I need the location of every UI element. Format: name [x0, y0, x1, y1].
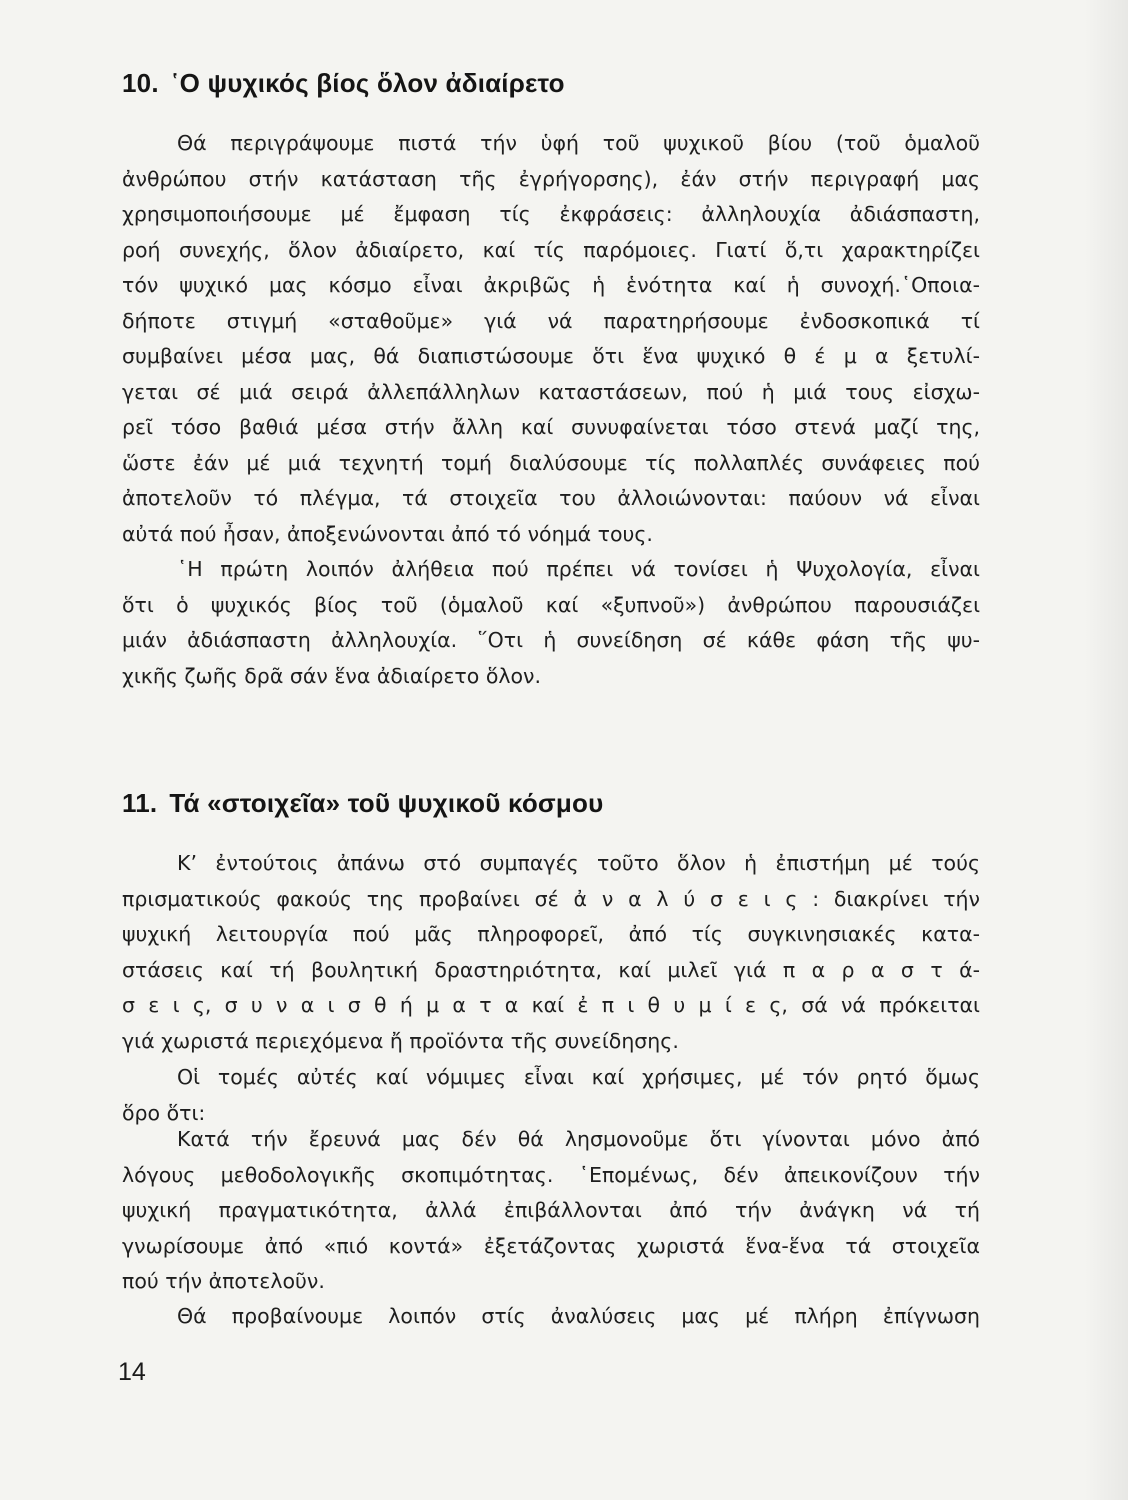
text-line: πού τήν ἀποτελοῦν. — [122, 1269, 325, 1293]
section-10-title: ῾Ο ψυχικός βίος ὅλον ἀδιαίρετο — [170, 68, 565, 98]
page-number: 14 — [118, 1358, 146, 1386]
text-line: σ ε ι ς, σ υ ν α ι σ θ ή μ α τ α καί ἐ π ι θ υ μ ί ε ς, σά νά πρόκειται — [122, 993, 980, 1017]
section-11-paragraph-2 — [122, 1060, 980, 1131]
text-line: ψυχική λειτουργία πού μᾶς πληροφορεῖ, ἀπό τίς συγκινησιακές κατα- — [122, 922, 980, 946]
text-line: στάσεις καί τή βουλητική δραστηριότητα, καί μιλεῖ γιά π α ρ α σ τ ά- — [122, 957, 980, 982]
section-10-heading — [122, 68, 565, 99]
text-line: Θά προβαίνουμε λοιπόν στίς ἀναλύσεις μας μέ πλήρη ἐπίγνωση — [177, 1304, 980, 1328]
text-line: χικῆς ζωῆς δρᾶ σάν ἕνα ἀδιαίρετο ὅλον. — [122, 663, 541, 688]
text-line: δήποτε στιγμή «σταθοῦμε» γιά νά παρατηρήσουμε ἐνδοσκοπικά τί — [122, 308, 980, 333]
text-line: ὅρο ὅτι: — [122, 1100, 206, 1125]
page-edge-shadow — [1084, 0, 1128, 1500]
text-line: ὥστε ἐάν μέ μιά τεχνητή τομή διαλύσουμε τίς πολλαπλές συνάφειες πού — [122, 450, 980, 475]
text-line: Κατά τήν ἔρευνά μας δέν θά λησμονοῦμε ὅτι γίνονται μόνο ἀπό — [177, 1127, 980, 1151]
text-line: συμβαίνει μέσα μας, θά διαπιστώσουμε ὅτι ἕνα ψυχικό θ έ μ α ξετυλί- — [122, 344, 980, 368]
text-line: αὐτά πού ἦσαν, ἀποξενώνονται ἀπό τό νόημά τους. — [122, 521, 653, 546]
text-line: πρισματικούς φακούς της προβαίνει σέ ἀ ν α λ ύ σ ε ι ς : διακρίνει τήν — [122, 886, 980, 911]
section-11-paragraph-1 — [122, 846, 980, 1059]
text-line: ἀνθρώπου στήν κατάσταση τῆς ἐγρήγορσης), ἐάν στήν περιγραφή μας — [122, 166, 980, 191]
text-line: Θά περιγράψουμε πιστά τήν ὑφή τοῦ ψυχικοῦ βίου (τοῦ ὁμαλοῦ — [177, 131, 980, 155]
paragraph — [122, 126, 980, 552]
text-line: λόγους μεθοδολογικῆς σκοπιμότητας. ῾Επομένως, δέν ἀπεικονίζουν τήν — [122, 1162, 980, 1187]
text-line: Κ’ ἐντούτοις ἀπάνω στό συμπαγές τοῦτο ὅλον ἡ ἐπιστήμη μέ τούς — [177, 851, 980, 875]
section-11-paragraph-3 — [122, 1122, 980, 1300]
text-line: μιάν ἀδιάσπαστη ἀλληλουχία. ῞Οτι ἡ συνείδηση σέ κάθε φάση τῆς ψυ- — [122, 628, 980, 652]
text-line: ἀποτελοῦν τό πλέγμα, τά στοιχεῖα του ἀλλοιώνονται: παύουν νά εἶναι — [122, 486, 980, 510]
section-10-number: 10. — [122, 68, 159, 98]
text-line: ὅτι ὁ ψυχικός βίος τοῦ (ὁμαλοῦ καί «ξυπνοῦ») ἀνθρώπου παρουσιάζει — [122, 592, 980, 617]
text-line: Οἱ τομές αὐτές καί νόμιμες εἶναι καί χρήσιμες, μέ τόν ρητό ὅμως — [177, 1065, 980, 1089]
section-11-title: Τά «στοιχεῖα» τοῦ ψυχικοῦ κόσμου — [169, 788, 604, 818]
text-line: χρησιμοποιήσουμε μέ ἔμφαση τίς ἐκφράσεις: ἀλληλουχία ἀδιάσπαστη, — [122, 202, 980, 226]
paragraph — [122, 552, 980, 694]
text-line: γεται σέ μιά σειρά ἀλλεπάλληλων καταστάσεων, πού ἡ μιά τους εἰσχω- — [122, 379, 980, 404]
section-11-heading — [122, 788, 603, 819]
text-line: ροή συνεχής, ὅλον ἀδιαίρετο, καί τίς παρόμοιες. Γιατί ὅ,τι χαρακτηρίζει — [122, 237, 980, 262]
section-11-paragraph-4 — [122, 1299, 980, 1335]
section-11-number: 11. — [122, 788, 158, 818]
text-line: τόν ψυχικό μας κόσμο εἶναι ἀκριβῶς ἡ ἑνότητα καί ἡ συνοχή.῾Οποια- — [122, 273, 980, 297]
text-line: ρεῖ τόσο βαθιά μέσα στήν ἄλλη καί συνυφαίνεται τόσο στενά μαζί της, — [122, 415, 980, 439]
text-line: γιά χωριστά περιεχόμενα ἤ προϊόντα τῆς συνείδησης. — [122, 1028, 679, 1053]
section-10-body — [122, 126, 980, 694]
text-line: ῾Η πρώτη λοιπόν ἀλήθεια πού πρέπει νά τονίσει ἡ Ψυχολογία, εἶναι — [177, 557, 980, 581]
text-line: γνωρίσουμε ἀπό «πιό κοντά» ἐξετάζοντας χωριστά ἕνα-ἕνα τά στοιχεῖα — [122, 1233, 980, 1258]
text-line: ψυχική πραγματικότητα, ἀλλά ἐπιβάλλονται ἀπό τήν ἀνάγκη νά τή — [122, 1198, 980, 1222]
